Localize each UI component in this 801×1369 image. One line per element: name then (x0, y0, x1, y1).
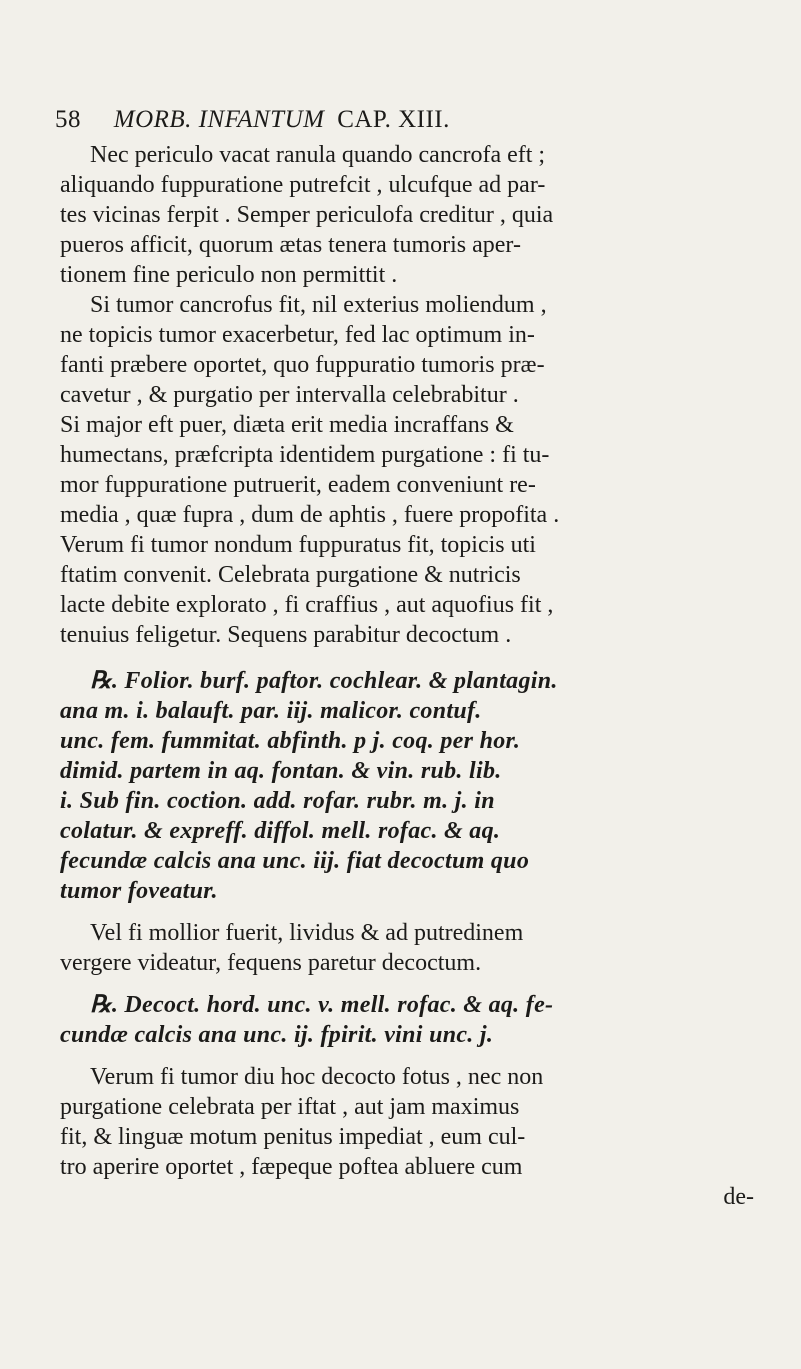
recipe-line: ℞. Folior. burf. paftor. cochlear. & plantagin. (90, 668, 558, 694)
text-line: Si tumor cancrofus fit, nil exterius moliendum , (90, 292, 547, 318)
text-line: purgatione celebrata per iftat , aut jam maximus (60, 1094, 520, 1120)
text-line: Nec periculo vacat ranula quando cancrofa eft ; (90, 142, 546, 168)
text-line: lacte debite explorato , fi craffius , aut aquofius fit , (60, 592, 554, 618)
text-line: Verum fi tumor diu hoc decocto fotus , nec non (90, 1064, 544, 1090)
recipe-line: ana m. i. balauft. par. iij. malicor. contuf. (60, 698, 482, 724)
recipe-2 (60, 990, 760, 1050)
text-line: Vel fi mollior fuerit, lividus & ad putredinem (90, 920, 524, 946)
recipe-line: unc. fem. fummitat. abfinth. p j. coq. per hor. (60, 728, 521, 754)
running-title: MORB. INFANTUM (113, 106, 325, 133)
text-line: cavetur , & purgatio per intervalla celebrabitur . (60, 382, 519, 408)
text-line: tenuius feligetur. Sequens parabitur decoctum . (60, 622, 512, 648)
running-header (55, 106, 755, 134)
catchword: de- (723, 1184, 754, 1210)
recipe-line: cundæ calcis ana unc. ij. fpirit. vini unc. j. (60, 1022, 494, 1048)
paragraph-3 (60, 918, 760, 978)
recipe-line: dimid. partem in aq. fontan. & vin. rub. lib. (60, 758, 502, 784)
paragraph-1 (60, 140, 760, 290)
text-line: pueros afficit, quorum ætas tenera tumoris aper- (60, 232, 521, 258)
text-line: tes vicinas ferpit . Semper periculofa creditur , quia (60, 202, 554, 228)
recipe-line: i. Sub fin. coction. add. rofar. rubr. m. j. in (60, 788, 495, 814)
text-line: ftatim convenit. Celebrata purgatione & nutricis (60, 562, 521, 588)
chapter-label: CAP. XIII. (337, 106, 450, 133)
text-line: mor fuppuratione putruerit, eadem conveniunt re- (60, 472, 536, 498)
text-line: humectans, præfcripta identidem purgatione : fi tu- (60, 442, 550, 468)
text-line: fit, & linguæ motum penitus impediat , eum cul- (60, 1124, 526, 1150)
text-line: media , quæ fupra , dum de aphtis , fuere propofita . (60, 502, 560, 528)
text-line: fanti præbere oportet, quo fuppuratio tumoris præ- (60, 352, 545, 378)
text-line: aliquando fuppuratione putrefcit , ulcufque ad par- (60, 172, 546, 198)
paragraph-2 (60, 290, 760, 650)
text-line: Verum fi tumor nondum fuppuratus fit, topicis uti (60, 532, 536, 558)
page-body (60, 140, 760, 1212)
page-number: 58 (55, 106, 81, 133)
recipe-line: tumor foveatur. (60, 878, 218, 904)
recipe-line: colatur. & expreff. diffol. mell. rofac. & aq. (60, 818, 501, 844)
text-line: vergere videatur, fequens paretur decoctum. (60, 950, 482, 976)
text-line: tro aperire oportet , fæpeque poftea abluere cum (60, 1154, 523, 1180)
text-line: ne topicis tumor exacerbetur, fed lac optimum in- (60, 322, 535, 348)
text-line: Si major eft puer, diæta erit media incraffans & (60, 412, 514, 438)
text-line: tionem fine periculo non permittit . (60, 262, 398, 288)
recipe-line: ℞. Decoct. hord. unc. v. mell. rofac. & aq. fe- (90, 992, 554, 1018)
recipe-line: fecundæ calcis ana unc. iij. fiat decoctum quo (60, 848, 530, 874)
paragraph-4 (60, 1062, 760, 1182)
recipe-1 (60, 666, 760, 906)
